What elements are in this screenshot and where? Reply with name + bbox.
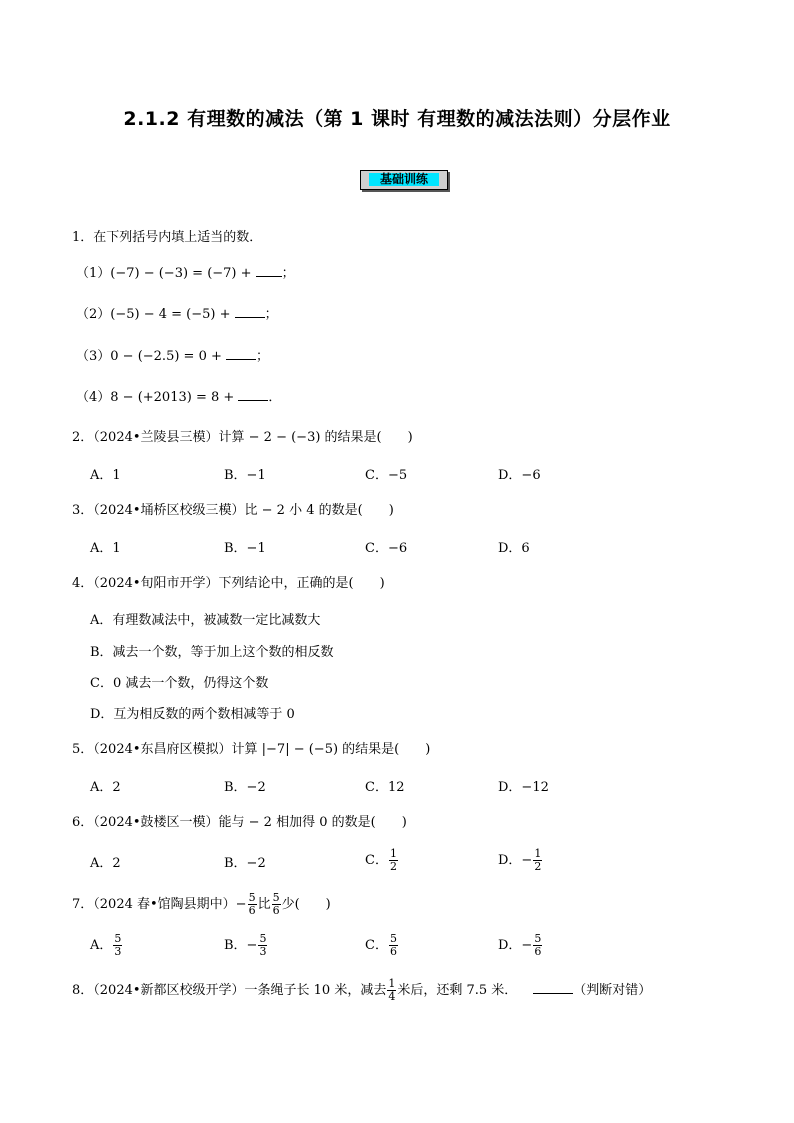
item-punct: ；: [256, 349, 270, 364]
numerator: 5: [248, 891, 256, 904]
question-4-stem: 4．（2024•旬阳市开学）下列结论中，正确的是( ): [72, 576, 385, 591]
option-a[interactable]: [90, 933, 123, 958]
option-d[interactable]: [498, 933, 543, 958]
section-badge: [360, 170, 448, 190]
option-c[interactable]: C．−5: [365, 468, 408, 483]
fraction: [113, 933, 122, 958]
option-b[interactable]: [224, 933, 268, 958]
option-c[interactable]: C．−6: [365, 541, 408, 556]
option-c[interactable]: [365, 933, 399, 958]
fraction: [387, 978, 396, 1003]
answer-blank[interactable]: [256, 264, 282, 277]
fraction: [533, 933, 542, 958]
option-letter: C．: [365, 938, 388, 953]
question-5-stem: 5．（2024•东昌府区模拟）计算 |−7| − (−5) 的结果是( ): [72, 742, 431, 757]
option-b[interactable]: B．−1: [224, 468, 266, 483]
denominator: 6: [272, 904, 280, 917]
item-text: （2）(−5) − 4 = (−5) +: [76, 307, 235, 322]
fraction: [258, 933, 267, 958]
fraction: [248, 892, 257, 917]
option-c[interactable]: C．0 减去一个数，仍得这个数: [90, 676, 269, 691]
option-b[interactable]: B．减去一个数，等于加上这个数的相反数: [90, 645, 334, 660]
denominator: 2: [534, 860, 542, 873]
page-title: 2.1.2 有理数的减法（第 1 课时 有理数的减法法则）分层作业: [123, 108, 671, 130]
option-b[interactable]: B．−1: [224, 541, 266, 556]
fraction: [533, 848, 542, 873]
option-b[interactable]: B．−2: [224, 856, 266, 871]
answer-blank[interactable]: [533, 981, 573, 994]
answer-blank[interactable]: [226, 347, 256, 360]
stem-text: 少( ): [281, 897, 331, 912]
option-letter: D．−: [498, 853, 533, 868]
option-a[interactable]: A．2: [90, 780, 121, 795]
numerator: 1: [388, 977, 396, 990]
numerator: 5: [534, 932, 542, 945]
fraction: [272, 892, 281, 917]
numerator: 5: [272, 891, 280, 904]
denominator: 3: [114, 945, 122, 958]
answer-blank[interactable]: [235, 305, 265, 318]
item-text: （4）8 − (+2013) = 8 +: [76, 390, 239, 405]
option-letter: A．: [90, 938, 113, 953]
answer-blank[interactable]: [238, 388, 268, 401]
question-1-item-2: [76, 305, 278, 323]
option-c[interactable]: C．12: [365, 780, 405, 795]
option-d[interactable]: [498, 848, 543, 873]
option-a[interactable]: A．2: [90, 856, 121, 871]
option-letter: C．: [365, 853, 388, 868]
option-b[interactable]: B．−2: [224, 780, 266, 795]
option-c[interactable]: [365, 848, 399, 873]
item-punct: ．: [268, 390, 282, 405]
question-7-stem: [72, 892, 331, 917]
denominator: 6: [534, 945, 542, 958]
option-d[interactable]: D．6: [498, 541, 530, 556]
option-a[interactable]: A．1: [90, 541, 121, 556]
denominator: 6: [389, 945, 397, 958]
item-punct: ；: [264, 307, 278, 322]
question-3-stem: 3．（2024•埇桥区校级三模）比 − 2 小 4 的数是( ): [72, 503, 394, 518]
option-d[interactable]: D．−12: [498, 780, 549, 795]
section-badge-label: 基础训练: [369, 173, 439, 186]
numerator: 1: [389, 847, 397, 860]
option-d[interactable]: D．−6: [498, 468, 541, 483]
question-1-stem: 1．在下列括号内填上适当的数．: [72, 230, 263, 245]
fraction: [389, 933, 398, 958]
item-text: （3）0 − (−2.5) = 0 +: [76, 349, 226, 364]
item-text: （1）(−7) − (−3) = (−7) +: [76, 266, 256, 281]
option-letter: D．−: [498, 938, 533, 953]
denominator: 4: [388, 990, 396, 1003]
stem-text: 7．（2024 春•馆陶县期中）−: [72, 897, 247, 912]
option-a[interactable]: A．有理数减法中，被减数一定比减数大: [90, 613, 321, 628]
numerator: 5: [259, 932, 267, 945]
stem-text: （判断对错）: [573, 983, 652, 998]
item-punct: ；: [281, 266, 295, 281]
denominator: 3: [259, 945, 267, 958]
question-2-stem: 2．（2024•兰陵县三模）计算 − 2 − (−3) 的结果是( ): [72, 430, 413, 445]
numerator: 5: [389, 932, 397, 945]
fraction: [389, 848, 398, 873]
question-1-item-1: [76, 264, 295, 282]
option-a[interactable]: A．1: [90, 468, 121, 483]
question-1-item-3: [76, 347, 269, 365]
question-1-item-4: [76, 388, 281, 406]
option-d[interactable]: D．互为相反数的两个数相减等于 0: [90, 707, 295, 722]
option-letter: B．−: [224, 938, 258, 953]
stem-text: 8．（2024•新都区校级开学）一条绳子长 10 米，减去: [72, 983, 387, 998]
stem-text: 米后，还剩 7.5 米．: [397, 983, 518, 998]
numerator: 5: [114, 932, 122, 945]
question-6-stem: 6．（2024•鼓楼区一模）能与 − 2 相加得 0 的数是( ): [72, 815, 407, 830]
numerator: 1: [534, 847, 542, 860]
denominator: 6: [248, 904, 256, 917]
denominator: 2: [389, 860, 397, 873]
stem-text: 比: [257, 897, 271, 912]
question-8-stem: [72, 978, 651, 1003]
